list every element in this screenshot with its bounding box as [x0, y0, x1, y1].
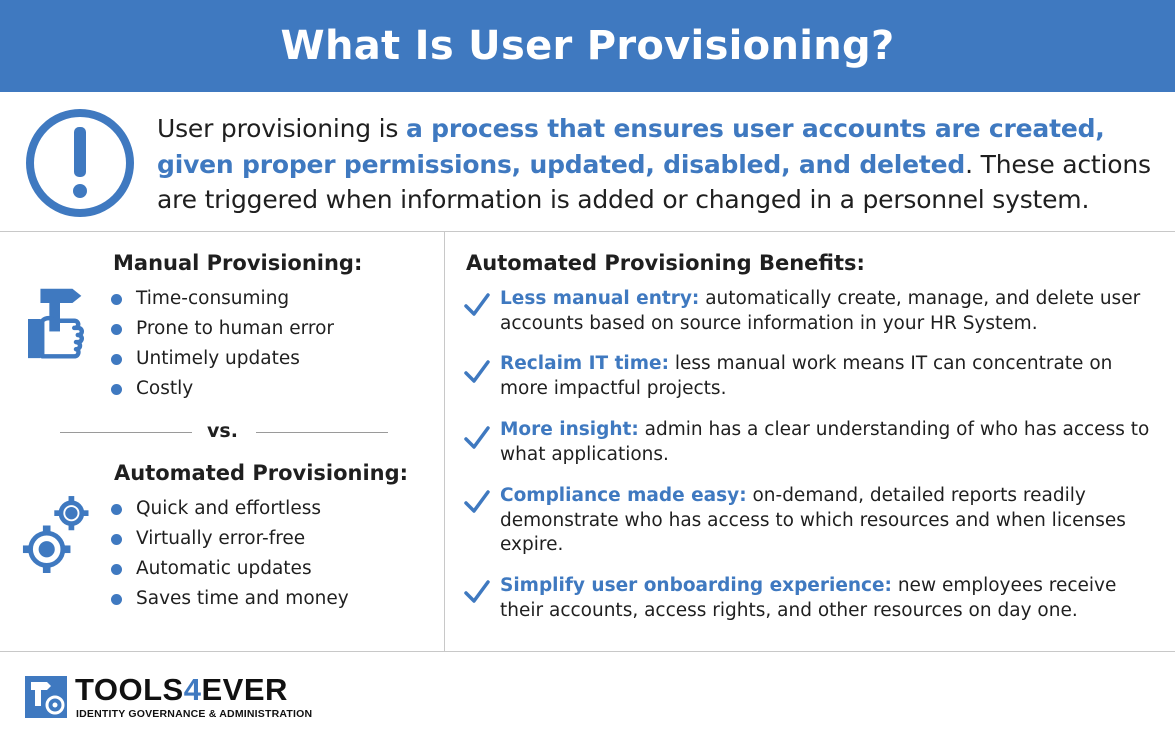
divider-vertical [444, 231, 445, 651]
logo-name-digit: 4 [183, 672, 202, 707]
intro-paragraph [157, 111, 1167, 218]
list-item: Untimely updates [111, 344, 334, 374]
checkmark-icon [463, 490, 491, 514]
list-item: Costly [111, 374, 334, 404]
list-item: Saves time and money [111, 584, 349, 614]
benefit-body: automatically create, manage, and delete user accounts based on source information in your HR System. [500, 288, 1141, 334]
hand-hammer-icon [24, 287, 96, 367]
vs-separator [60, 420, 390, 444]
intro-text-start: User provisioning is [157, 114, 406, 143]
list-item: Prone to human error [111, 314, 334, 344]
page-title: What Is User Provisioning? [280, 23, 895, 69]
checkmark-icon [463, 426, 491, 450]
intro-text-end: . These actions are triggered when information is added or changed in a personnel system. [157, 149, 1151, 214]
gears-icon [22, 492, 98, 578]
automated-list [111, 494, 349, 614]
intro-highlight: a process that ensures user accounts are created, given proper permissions, updated, disabled, and deleted [157, 114, 1105, 179]
benefit-text [500, 574, 1150, 623]
divider-bottom [0, 651, 1175, 652]
benefit-lead: Less manual entry: [500, 288, 700, 309]
benefit-text [500, 352, 1150, 401]
benefit-text [500, 484, 1150, 558]
benefit-lead: Compliance made easy: [500, 485, 747, 506]
checkmark-icon [463, 360, 491, 384]
list-item: Quick and effortless [111, 494, 349, 524]
benefit-text [500, 287, 1150, 336]
benefit-body: new employees receive their accounts, access rights, and other resources on day one. [500, 575, 1117, 621]
vs-line-left [60, 432, 192, 433]
benefit-body: on-demand, detailed reports readily demonstrate who has access to which resources and when licenses expire. [500, 485, 1126, 555]
automated-title: Automated Provisioning: [114, 461, 409, 485]
tools4ever-logo-icon [25, 676, 67, 718]
benefit-lead: Simplify user onboarding experience: [500, 575, 892, 596]
vs-label: vs. [207, 420, 238, 442]
exclamation-circle-icon [24, 107, 136, 219]
logo-name [75, 672, 288, 708]
list-item: Virtually error-free [111, 524, 349, 554]
list-item: Time-consuming [111, 284, 334, 314]
benefit-body: admin has a clear understanding of who has access to what applications. [500, 419, 1150, 465]
vs-line-right [256, 432, 388, 433]
divider-top [0, 231, 1175, 232]
benefit-lead: Reclaim IT time: [500, 353, 669, 374]
benefit-lead: More insight: [500, 419, 639, 440]
checkmark-icon [463, 293, 491, 317]
manual-title: Manual Provisioning: [113, 251, 363, 275]
benefits-title: Automated Provisioning Benefits: [466, 251, 865, 275]
logo-name-prefix: TOOLS [75, 672, 184, 707]
benefit-body: less manual work means IT can concentrate on more impactful projects. [500, 353, 1113, 399]
tools4ever-logo [25, 672, 315, 722]
manual-list [111, 284, 334, 404]
logo-tagline: IDENTITY GOVERNANCE & ADMINISTRATION [76, 708, 313, 720]
logo-name-suffix: EVER [201, 672, 288, 707]
list-item: Automatic updates [111, 554, 349, 584]
checkmark-icon [463, 580, 491, 604]
header-banner [0, 0, 1175, 92]
benefit-text [500, 418, 1150, 467]
